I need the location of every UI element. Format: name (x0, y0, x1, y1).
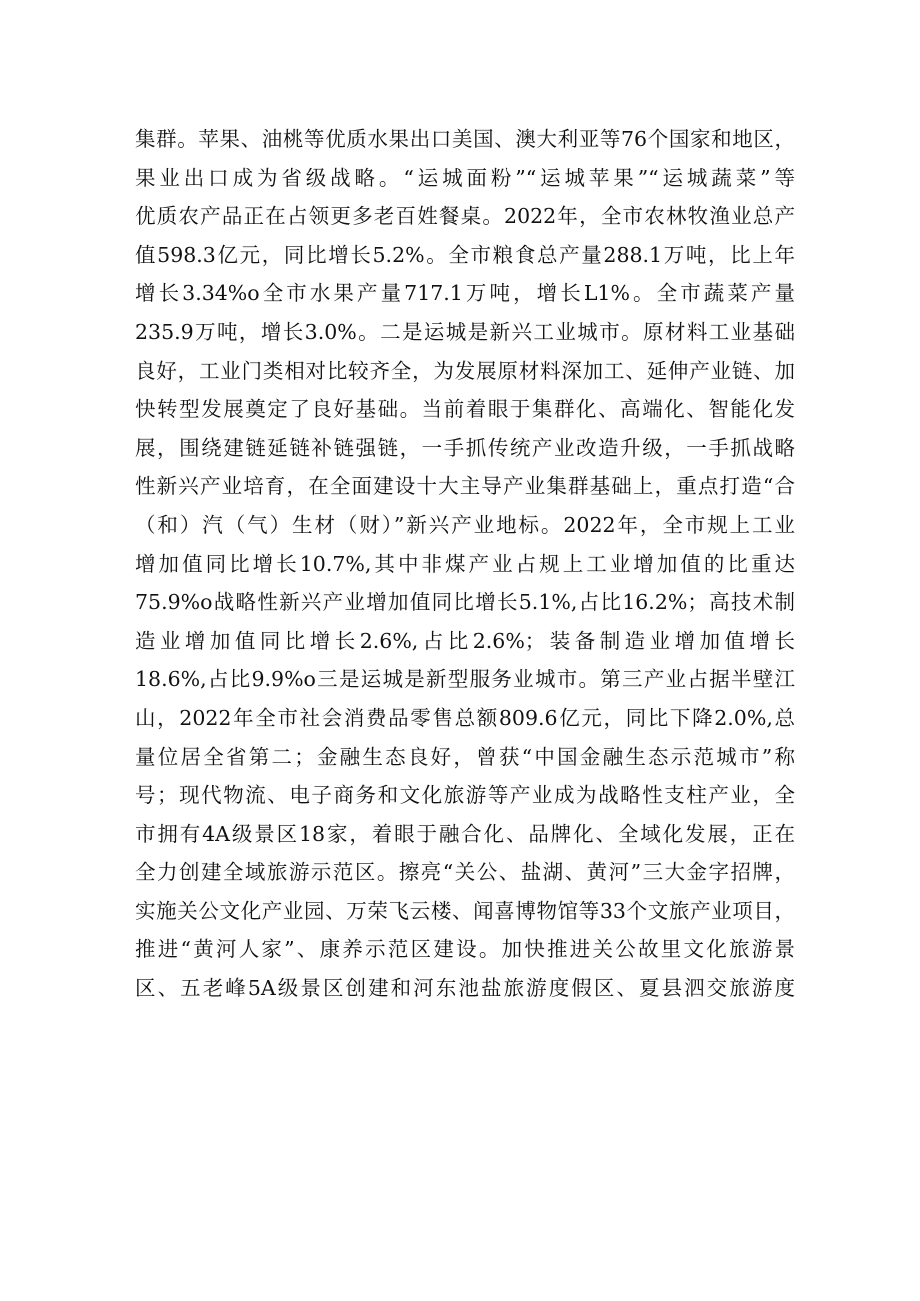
text-line: 展，围绕建链延链补链强链，一手抓传统产业改造升级，一手抓战略 (135, 435, 795, 460)
text-line: 增长3.34%o全市水果产量717.1万吨，增长L1%。全市蔬菜产量 (135, 281, 795, 306)
text-line: 推进“黄河人家”、康养示范区建设。加快推进关公故里文化旅游景 (135, 937, 795, 962)
text-line: 全力创建全域旅游示范区。擦亮“关公、盐湖、黄河”三大金字招牌， (135, 860, 795, 885)
text-line: 山，2022年全市社会消费品零售总额809.6亿元，同比下降2.0%,总 (135, 705, 795, 730)
text-line: 造业增加值同比增长2.6%,占比2.6%；装备制造业增加值增长 (135, 628, 795, 653)
text-line: 集群。苹果、油桃等优质水果出口美国、澳大利亚等76个国家和地区， (135, 127, 795, 151)
body-paragraph (135, 120, 795, 1008)
text-line: 增加值同比增长10.7%,其中非煤产业占规上工业增加值的比重达 (135, 551, 795, 576)
text-line: 量位居全省第二；金融生态良好，曾获“中国金融生态示范城市”称 (135, 744, 795, 769)
text-line: （和）汽（气）生材（财）”新兴产业地标。2022年，全市规上工业 (135, 512, 795, 537)
text-line: 性新兴产业培育，在全面建设十大主导产业集群基础上，重点打造“合 (135, 474, 795, 499)
text-line: 果业出口成为省级战略。“运城面粉”“运城苹果”“运城蔬菜”等 (135, 165, 795, 190)
text-line: 18.6%,占比9.9%o三是运城是新型服务业城市。第三产业占据半壁江 (135, 667, 795, 692)
text-line: 235.9万吨，增长3.0%。二是运城是新兴工业城市。原材料工业基础 (135, 319, 795, 344)
text-line: 快转型发展奠定了良好基础。当前着眼于集群化、高端化、智能化发 (135, 397, 795, 422)
text-line: 区、五老峰5A级景区创建和河东池盐旅游度假区、夏县泗交旅游度 (135, 976, 795, 1001)
text-line: 市拥有4A级景区18家，着眼于融合化、品牌化、全域化发展，正在 (135, 821, 795, 846)
text-line: 实施关公文化产业园、万荣飞云楼、闻喜博物馆等33个文旅产业项目， (135, 898, 795, 923)
text-line: 值598.3亿元，同比增长5.2%。全市粮食总产量288.1万吨，比上年 (135, 242, 795, 267)
text-line: 号；现代物流、电子商务和文化旅游等产业成为战略性支柱产业，全 (135, 783, 795, 808)
text-line: 优质农产品正在占领更多老百姓餐桌。2022年，全市农林牧渔业总产 (135, 204, 795, 229)
text-line: 良好，工业门类相对比较齐全，为发展原材料深加工、延伸产业链、加 (135, 358, 795, 383)
text-line: 75.9%o战略性新兴产业增加值同比增长5.1%,占比16.2%；高技术制 (135, 590, 795, 615)
